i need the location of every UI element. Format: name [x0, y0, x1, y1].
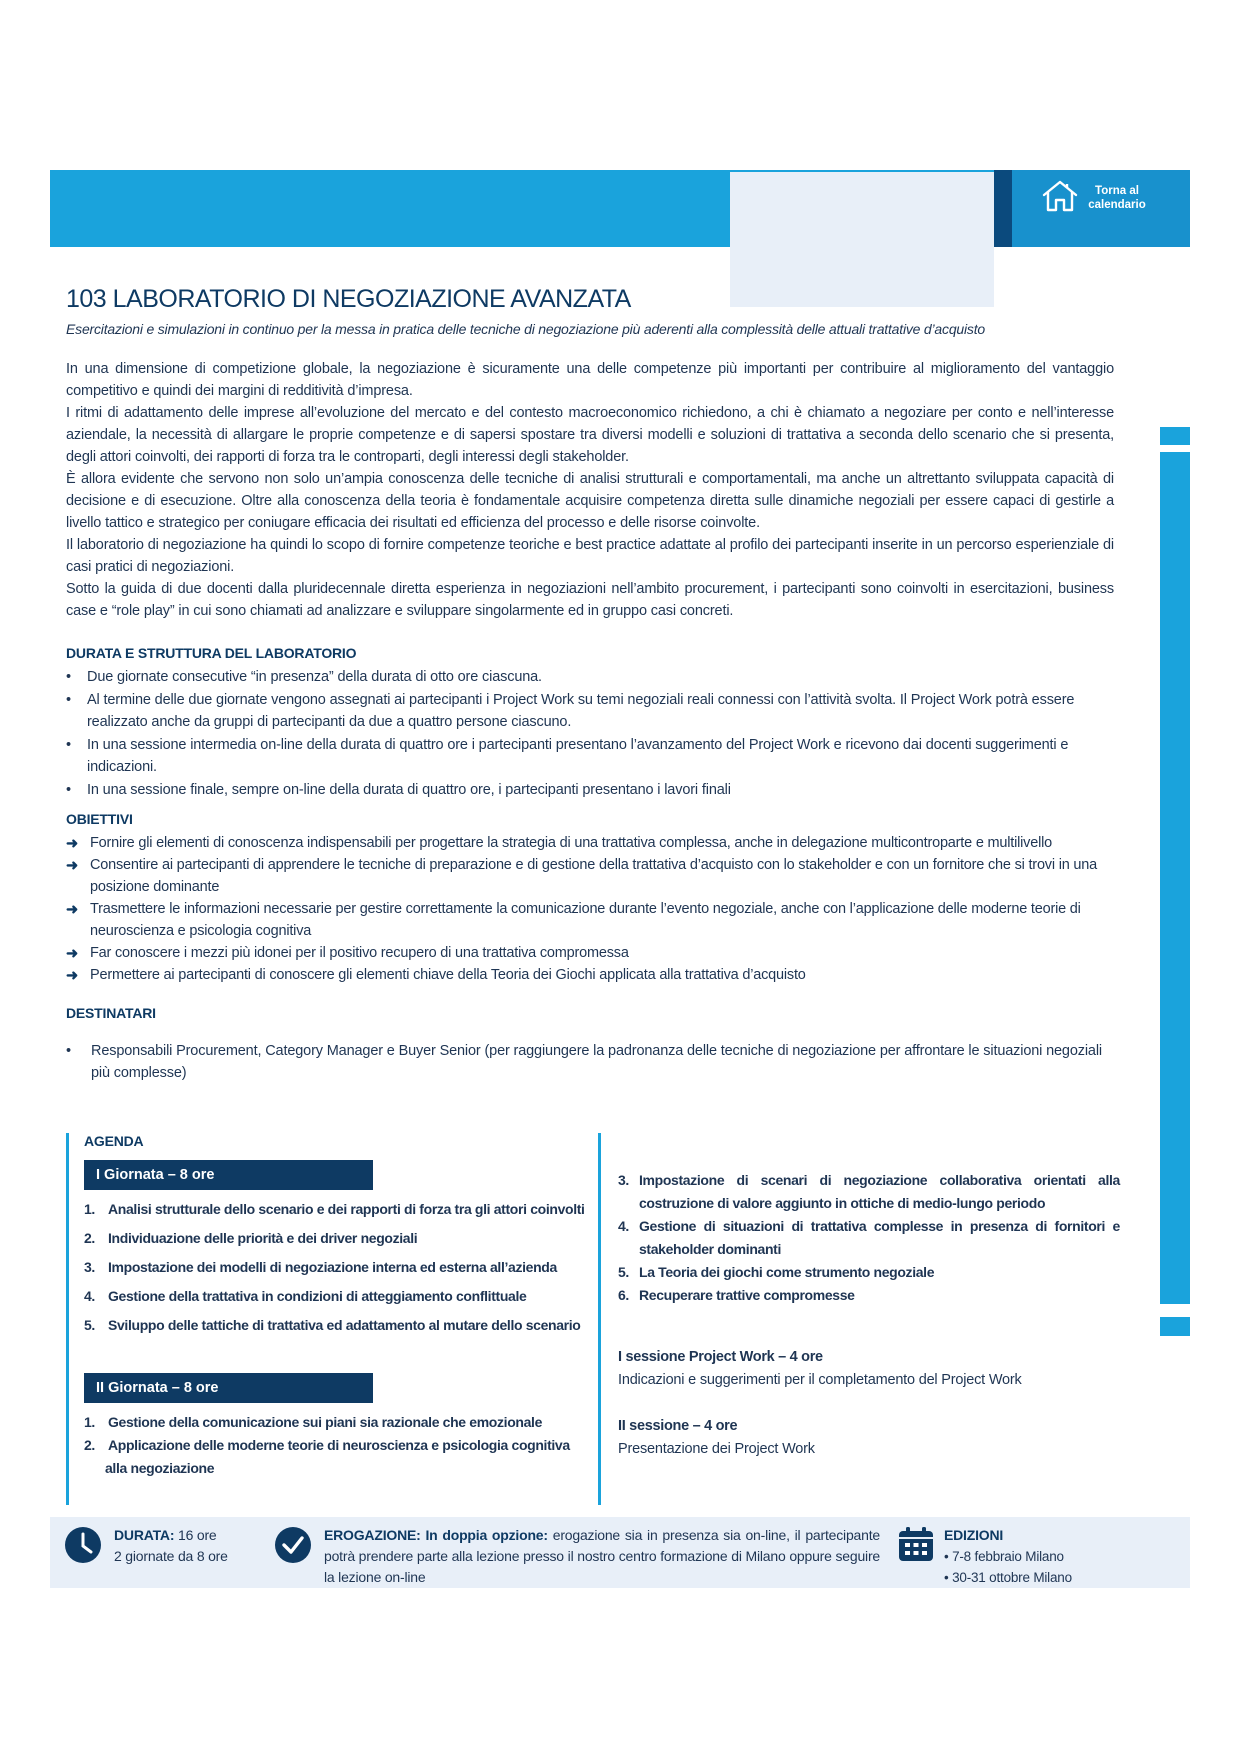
home-icon	[1040, 178, 1080, 219]
list-item-text: Gestione della trattativa in condizioni di atteggiamento conflittuale	[108, 1288, 527, 1304]
header-pale-line	[730, 170, 994, 172]
arrow-right-icon: ➜	[66, 836, 78, 852]
list-item-text: Permettere ai partecipanti di conoscere gli elementi chiave della Teoria dei Giochi applicata alla trattativa d’acquisto	[90, 967, 806, 983]
item-number: 3.	[84, 1259, 95, 1275]
list-item: • In una sessione finale, sempre on-line della durata di quattro ore, i partecipanti presentano i lavori finali	[66, 782, 731, 798]
list-item: • Responsabili Procurement, Category Manager e Buyer Senior (per raggiungere la padronanza delle tecniche di negoziazione per affrontare le situazioni negoziali più complesse)	[66, 1043, 1102, 1081]
item-number: 5.	[84, 1317, 95, 1333]
edizioni-block	[944, 1525, 1114, 1588]
day1-list-continued	[618, 1169, 1120, 1307]
list-item	[84, 1314, 594, 1337]
header-band	[50, 170, 730, 247]
arrow-right-icon: ➜	[66, 968, 78, 984]
durata-detail: 2 giornate da 8 ore	[114, 1548, 228, 1564]
list-item-text: Applicazione delle moderne teorie di neuroscienza e psicologia cognitiva alla negoziazione	[105, 1437, 570, 1476]
list-item	[618, 1215, 1120, 1261]
day2-list	[84, 1411, 584, 1480]
list-item: • In una sessione intermedia on-line della durata di quattro ore i partecipanti presentano l’avanzamento del Project Work e ricevono dai docenti suggerimenti e indicazioni.	[66, 737, 1069, 775]
back-to-calendar-label-line2: calendario	[1088, 199, 1146, 211]
erogazione-block	[324, 1525, 880, 1588]
list-item: • Due giornate consecutive “in presenza” della durata di otto ore ciascuna.	[66, 669, 542, 685]
header-pale-panel	[730, 170, 994, 307]
back-to-calendar-label	[1086, 184, 1148, 212]
project-session-2-text: Presentazione dei Project Work	[618, 1441, 815, 1457]
list-item-text: Far conoscere i mezzi più idonei per il positivo recupero di una trattativa compromessa	[90, 945, 629, 961]
list-item-text: Individuazione delle priorità e dei driver negoziali	[108, 1230, 418, 1246]
intro-paragraph: Sotto la guida di due docenti dalla pluridecennale diretta esperienza in negoziazioni nell’ambito procurement, i partecipanti sono coinvolti in esercitazioni, business case e “role play” in cui sono chiamati ad analizzare e sviluppare singolarmente ed in gruppo casi concreti.	[66, 581, 1114, 619]
item-number: 4.	[84, 1288, 95, 1304]
list-item	[84, 1256, 594, 1279]
durata-label: DURATA:	[114, 1527, 175, 1543]
list-item-text: La Teoria dei giochi come strumento negoziale	[639, 1264, 935, 1280]
item-number: 3.	[618, 1172, 629, 1188]
list-item-text: Fornire gli elementi di conoscenza indispensabili per progettare la strategia di una trattativa complessa, anche in delegazione multicontroparte e multilivello	[90, 835, 1052, 851]
list-item	[84, 1227, 594, 1250]
erogazione-text: erogazione sia in presenza sia on-line, il partecipante potrà prendere parte alla lezione presso il nostro centro formazione di Milano oppure seguire la lezione on-line	[324, 1527, 880, 1585]
list-item	[84, 1434, 584, 1480]
list-item-text: Consentire ai partecipanti di apprendere le tecniche di preparazione e di gestione della trattativa d’acquisto con lo stakeholder e con un fornitore che si trovi in una posizione dominante	[90, 857, 1098, 895]
intro-paragraph: I ritmi di adattamento delle imprese all’evoluzione del mercato e del contesto macroeconomico richiedono, a chi è chiamato a negoziare per conto e nell’interesse aziendale, la necessità di allargare le proprie competenze e di sapersi spostare tra diversi modelli e soluzioni di trattativa a seconda dello scenario che si presenta, degli attori coinvolti, dei rapporti di forza tra le controparti, degli interessi degli stakeholder.	[66, 405, 1114, 465]
edizione-item: • 7-8 febbraio Milano	[944, 1549, 1064, 1564]
list-item-text: Impostazione dei modelli di negoziazione interna ed esterna all’azienda	[108, 1259, 557, 1275]
list-item-text: Gestione della comunicazione sui piani sia razionale che emozionale	[108, 1414, 543, 1430]
day2-label: II Giornata – 8 ore	[84, 1373, 373, 1403]
list-item	[618, 1284, 1120, 1307]
side-accent-bar-bottom	[1160, 1317, 1190, 1336]
durata-struttura-list	[66, 666, 1114, 802]
item-number: 6.	[618, 1287, 629, 1303]
header-navy-stripe	[994, 170, 1012, 247]
project-session-1-text: Indicazioni e suggerimenti per il completamento del Project Work	[618, 1372, 1022, 1388]
list-item-text: Trasmettere le informazioni necessarie per gestire correttamente la comunicazione durante l’evento negoziale, anche con l’applicazione delle moderne teorie di neuroscienza e psicologia cognitiva	[90, 901, 1081, 939]
arrow-right-icon: ➜	[66, 946, 78, 962]
list-item-text: Responsabili Procurement, Category Manager e Buyer Senior (per raggiungere la padronanza delle tecniche di negoziazione per affrontare le situazioni negoziali più complesse)	[91, 1043, 1102, 1081]
list-item-text: Al termine delle due giornate vengono assegnati ai partecipanti i Project Work su temi negoziali reali connessi con l’attività svolta. Il Project Work potrà essere realizzato anche da gruppi di partecipanti da due a quattro persone ciascuno.	[87, 692, 1075, 730]
back-to-calendar-button[interactable]	[1040, 176, 1160, 220]
obiettivi-list	[66, 832, 1114, 986]
destinatari-list	[66, 1040, 1114, 1085]
page-title: 103 LABORATORIO DI NEGOZIAZIONE AVANZATA	[66, 285, 631, 313]
clock-icon	[64, 1526, 102, 1569]
list-item	[66, 832, 1114, 854]
item-number: 2.	[84, 1230, 95, 1246]
arrow-right-icon: ➜	[66, 858, 78, 874]
list-item	[66, 898, 1114, 942]
calendar-icon	[898, 1526, 934, 1567]
durata-struttura-heading: DURATA E STRUTTURA DEL LABORATORIO	[66, 645, 357, 661]
edizione-item: • 30-31 ottobre Milano	[944, 1570, 1072, 1585]
item-number: 4.	[618, 1218, 629, 1234]
agenda-heading: AGENDA	[84, 1133, 144, 1149]
intro-text	[66, 358, 1114, 622]
durata-block	[114, 1525, 254, 1567]
list-item	[66, 964, 1114, 986]
agenda-divider	[598, 1133, 601, 1505]
item-number: 2.	[84, 1437, 95, 1453]
list-item-text: In una sessione finale, sempre on-line della durata di quattro ore, i partecipanti presentano i lavori finali	[87, 782, 731, 798]
list-item-text: Analisi strutturale dello scenario e dei rapporti di forza tra gli attori coinvolti	[108, 1201, 585, 1217]
item-number: 1.	[84, 1201, 95, 1217]
list-item	[618, 1169, 1120, 1215]
arrow-right-icon: ➜	[66, 902, 78, 918]
list-item	[84, 1411, 584, 1434]
check-circle-icon	[274, 1526, 312, 1569]
erogazione-label: EROGAZIONE: In doppia opzione:	[324, 1527, 548, 1543]
list-item	[84, 1285, 594, 1308]
list-item-text: Impostazione di scenari di negoziazione collaborativa orientati alla costruzione di valore aggiunto in ottiche di medio-lungo periodo	[639, 1172, 1120, 1211]
list-item	[84, 1198, 594, 1221]
page-subtitle: Esercitazioni e simulazioni in continuo per la messa in pratica delle tecniche di negoziazione più aderenti alla complessità delle attuali trattative d’acquisto	[66, 321, 985, 337]
edizioni-label: EDIZIONI	[944, 1527, 1004, 1543]
intro-paragraph: È allora evidente che servono non solo un’ampia conoscenza delle tecniche di analisi strutturali e comportamentali, ma anche un altrettanto sviluppata capacità di decisione e di esecuzione. Oltre alla conoscenza della teoria è fondamentale acquisire competenza diretta sulle dinamiche negoziali per essere capaci di gestirle a livello tattico e strategico per coniugare efficacia dei risultati ed efficienza del processo e delle risorse coinvolte.	[66, 471, 1114, 531]
obiettivi-heading: OBIETTIVI	[66, 811, 133, 827]
list-item-text: Recuperare trattive compromesse	[639, 1287, 855, 1303]
list-item-text: Due giornate consecutive “in presenza” della durata di otto ore ciascuna.	[87, 669, 542, 685]
back-to-calendar-label-line1: Torna al	[1095, 185, 1139, 197]
list-item-text: Gestione di situazioni di trattativa complesse in presenza di fornitori e stakeholder dominanti	[639, 1218, 1120, 1257]
project-session-2-title: II sessione – 4 ore	[618, 1418, 738, 1434]
info-footer	[50, 1517, 1190, 1588]
side-accent-bar	[1160, 452, 1190, 1304]
intro-paragraph: Il laboratorio di negoziazione ha quindi lo scopo di fornire competenze teoriche e best practice adattate al profilo dei partecipanti inserite in un percorso esperienziale di casi pratici di negoziazioni.	[66, 537, 1114, 575]
intro-paragraph: In una dimensione di competizione globale, la negoziazione è sicuramente una delle competenze più importanti per contribuire al miglioramento del vantaggio competitivo e quindi dei margini di redditività d’impresa.	[66, 361, 1114, 399]
list-item	[66, 942, 1114, 964]
list-item	[618, 1261, 1120, 1284]
list-item	[66, 854, 1114, 898]
day1-label: I Giornata – 8 ore	[84, 1160, 373, 1190]
list-item-text: Sviluppo delle tattiche di trattativa ed adattamento al mutare dello scenario	[108, 1317, 581, 1333]
list-item-text: In una sessione intermedia on-line della durata di quattro ore i partecipanti presentano l’avanzamento del Project Work e ricevono dai docenti suggerimenti e indicazioni.	[87, 737, 1069, 775]
list-item: • Al termine delle due giornate vengono assegnati ai partecipanti i Project Work su temi negoziali reali connessi con l’attività svolta. Il Project Work potrà essere realizzato anche da gruppi di partecipanti da due a quattro persone ciascuno.	[66, 692, 1075, 730]
item-number: 1.	[84, 1414, 95, 1430]
project-session-1-title: I sessione Project Work – 4 ore	[618, 1349, 823, 1365]
item-number: 5.	[618, 1264, 629, 1280]
durata-value: 16 ore	[178, 1527, 217, 1543]
side-accent-bar-top	[1160, 427, 1190, 445]
day1-list	[84, 1198, 594, 1337]
destinatari-heading: DESTINATARI	[66, 1005, 156, 1021]
